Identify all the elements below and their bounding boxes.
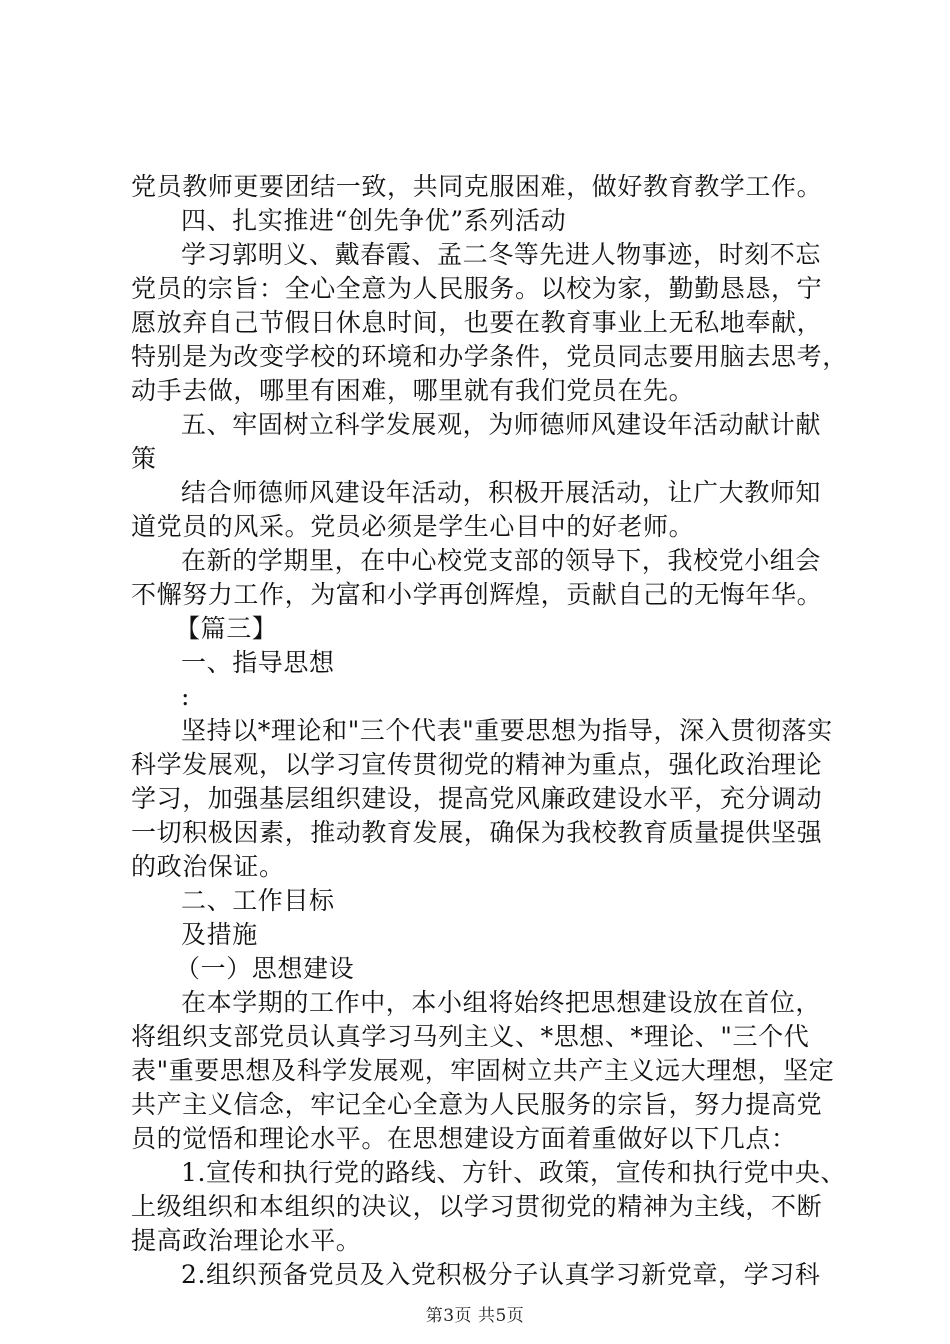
body-text-line: 科学发展观，以学习宣传贯彻党的精神为重点，强化政治理论 [131,750,823,779]
page-number-footer: 第3页 共5页 [425,1306,525,1326]
body-text-line: 道党员的风采。党员必须是学生心目中的好老师。 [131,512,695,541]
body-text-line: 不懈努力工作，为富和小学再创辉煌，贡献自己的无悔年华。 [131,580,823,609]
body-text-line: 共产主义信念，牢记全心全意为人民服务的宗旨，努力提高党 [131,1090,823,1119]
body-text-line: 的政治保证。 [131,852,285,881]
section-heading: 五、牢固树立科学发展观，为师德师风建设年活动献计献 [181,410,822,439]
part-heading: 【篇三】 [175,614,278,643]
list-item-text: 1.宣传和执行党的路线、方针、政策，宣传和执行党中央、 [181,1158,847,1187]
subsection-heading: （一）思想建设 [175,954,355,983]
body-text-line: : [181,682,191,711]
body-text-line: 学习，加强基层组织建设，提高党风廉政建设水平，充分调动 [131,784,823,813]
body-text-line: 员的觉悟和理论水平。在思想建设方面着重做好以下几点： [131,1124,797,1153]
body-text-line: 坚持以*理论和"三个代表"重要思想为指导，深入贯彻落实 [181,716,833,745]
body-text-line: 在新的学期里，在中心校党支部的领导下，我校党小组会 [181,546,822,575]
list-item-text: 上级组织和本组织的决议，以学习贯彻党的精神为主线，不断 [131,1192,823,1221]
section-heading: 及措施 [181,920,258,949]
list-item-text: 提高政治理论水平。 [131,1226,362,1255]
list-item-text: 2.组织预备党员及入党积极分子认真学习新党章，学习科 [181,1260,821,1289]
body-text-line: 一切积极因素，推动教育发展，确保为我校教育质量提供坚强 [131,818,823,847]
body-text-line: 学习郭明义、戴春霞、孟二冬等先进人物事迹，时刻不忘 [181,240,822,269]
body-text-line: 将组织支部党员认真学习马列主义、*思想、*理论、"三个代 [131,1022,810,1051]
body-text-line: 特别是为改变学校的环境和办学条件，党员同志要用脑去思考， [131,342,848,371]
body-text-line: 党员教师更要团结一致，共同克服困难，做好教育教学工作。 [131,172,823,201]
section-heading: 策 [131,444,157,473]
body-text-line: 表"重要思想及科学发展观，牢固树立共产主义远大理想，坚定 [131,1056,835,1085]
body-text-line: 在本学期的工作中，本小组将始终把思想建设放在首位， [181,988,822,1017]
body-text-line: 动手去做，哪里有困难，哪里就有我们党员在先。 [131,376,695,405]
section-heading: 一、指导思想 [181,648,335,677]
body-text-line: 愿放弃自己节假日休息时间，也要在教育事业上无私地奉献， [131,308,823,337]
section-heading: 四、扎实推进“创先争优”系列活动 [181,206,567,235]
body-text-line: 党员的宗旨：全心全意为人民服务。以校为家，勤勤恳恳，宁 [131,274,823,303]
body-text-line: 结合师德师风建设年活动，积极开展活动，让广大教师知 [181,478,822,507]
section-heading: 二、工作目标 [181,886,335,915]
